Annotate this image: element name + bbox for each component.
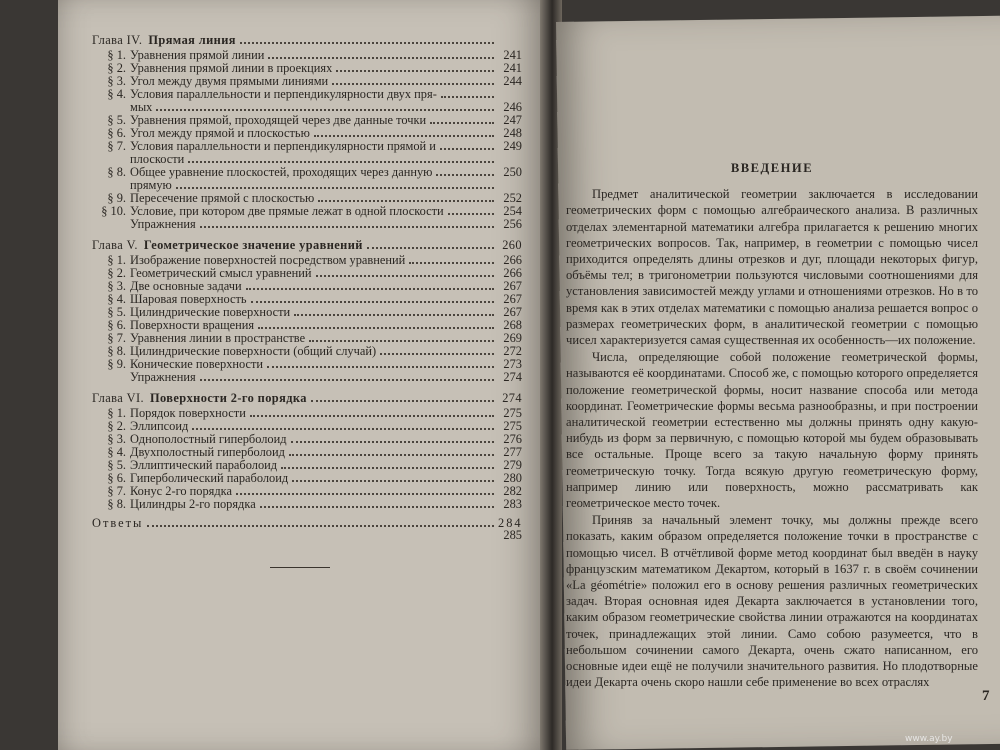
section-title: Уравнения прямой линии [130,48,265,62]
section-number: § 8. [107,344,126,358]
section-number: § 10. [101,204,126,218]
chapter-label: Глава V. [92,238,138,252]
answers-page: 284 [498,516,523,530]
leader-dots [236,493,494,495]
section-page: 277 [503,445,522,459]
section-page: 272 [503,344,522,358]
section-number: § 1. [107,253,126,267]
leader-dots [200,379,494,381]
section-number: § 2. [107,266,126,280]
leader-dots [267,366,494,368]
section-title: Упражнения [130,370,196,384]
section-title: мых [130,100,153,114]
toc-entry [92,371,522,384]
section-title: Конус 2-го порядка [130,484,233,498]
section-page: 274 [503,370,522,384]
section-page: 244 [503,74,522,88]
section-page: 275 [503,419,522,433]
leader-dots [440,148,494,150]
section-page: 275 [503,406,522,420]
section-title: Шаровая поверхность [130,292,247,306]
leader-dots [436,174,494,176]
table-of-contents [92,26,522,542]
section-page: 276 [503,432,522,446]
leader-dots [367,247,494,249]
section-page: 267 [503,292,522,306]
section-page: 249 [503,139,522,153]
chapter-label: Глава VI. [92,391,144,405]
section-title: Угол между прямой и плоскостью [130,126,310,140]
section-page: 241 [503,48,522,62]
leader-dots [448,213,494,215]
leader-dots [332,83,494,85]
chapter-page: 260 [502,238,522,252]
section-title: Уравнения прямой, проходящей через две данные точки [130,113,427,127]
section-number: § 1. [107,48,126,62]
chapter-title: Геометрическое значение уравнений [143,238,363,252]
answers-label: Ответы [92,516,144,530]
leader-dots [258,327,494,329]
section-title: Геометрический смысл уравнений [130,266,312,280]
page-number: 7 [982,688,990,704]
toc-entry [92,88,522,101]
section-title: Условия параллельности и перпендикулярности двух пря- [130,87,437,101]
end-rule [270,567,330,568]
toc-chapter-heading [92,392,522,405]
section-title: Цилиндрические поверхности (общий случай) [130,344,377,358]
chapter-title: Поверхности 2-го порядка [149,391,307,405]
section-number: § 3. [107,74,126,88]
section-title: Цилиндрические поверхности [130,305,291,319]
section-number: § 6. [107,471,126,485]
section-title: Две основные задачи [130,279,242,293]
section-number: § 2. [107,61,126,75]
section-number: § 7. [107,139,126,153]
section-page: 256 [503,217,522,231]
section-number: § 8. [107,497,126,511]
section-title: Изображение поверхностей посредством уравнений [130,253,406,267]
section-number: § 6. [107,126,126,140]
leader-dots [336,70,494,72]
section-page: 282 [503,484,522,498]
section-page: 273 [503,357,522,371]
section-number: § 4. [107,87,126,101]
leader-dots [441,96,494,98]
leader-dots [409,262,494,264]
section-title: Упражнения [130,217,196,231]
section-title: Эллипсоид [130,419,189,433]
leader-dots [380,353,494,355]
intro-paragraph: Числа, определяющие собой положение геометрической формы, называются её координатами. Способ же, с помощью которого определяется положение геометрической формы, носит название способа или метода координат. Геометрические формы весьма разнообразны, и при построении аналитической геометрии естественно мы должны принять одну какую-нибудь из форм за первичную, с помощью которой мы будем образовывать все остальные. Проще всего за такую начальную форму принять геометрическую точку. Тогда всякую другую геометрическую форму, например линию или поверхность, можно рассматривать как геометрическое место точек. [566,350,978,511]
section-page: 247 [503,113,522,127]
leader-dots [188,161,494,163]
section-title: Порядок поверхности [130,406,246,420]
leader-dots [200,226,494,228]
leader-dots [314,135,494,137]
section-title: Условие, при котором две прямые лежат в одной плоскости [130,204,444,218]
section-page: 279 [503,458,522,472]
leader-dots [289,454,494,456]
leader-dots [260,506,494,508]
section-page: 266 [503,266,522,280]
leader-dots [294,314,494,316]
toc-chapter-heading [92,34,522,47]
section-number: § 5. [107,305,126,319]
section-title: Конические поверхности [130,357,264,371]
leader-dots [268,57,494,59]
section-number: § 1. [107,406,126,420]
section-number: § 3. [107,279,126,293]
section-number: § 6. [107,318,126,332]
toc-entry [92,218,522,231]
section-title: Условия параллельности и перпендикулярности прямой и [130,139,436,153]
section-page: 267 [503,305,522,319]
intro-paragraph: Предмет аналитической геометрии заключается в исследовании геометрических форм с помощью алгебраического анализа. В различных отделах элементарной математики алгебра прилагается к решению многих геометрических вопросов. Так, например, в геометрии с помощью чисел приходится определять длины отрезков и дуг, площади некоторых фигур, объёмы тел; в тригонометрии пользуются числовыми соотношениями для установления зависимостей между углами и отношениями отрезков. Но в то время как в этих отделах математики с помощью анализа решается вопрос о размерах геометрических форм, в аналитической геометрии с помощью чисел характеризуется самая существенная их особенность—их положение. [566,187,978,348]
section-title: Цилиндры 2-го порядка [130,497,256,511]
section-title: Поверхности вращения [130,318,255,332]
section-number: § 2. [107,419,126,433]
section-number: § 7. [107,331,126,345]
section-page: 283 [503,497,522,511]
section-page: 252 [503,191,522,205]
section-number: § 5. [107,113,126,127]
section-title: Уравнения прямой линии в проекциях [130,61,333,75]
section-page: 267 [503,279,522,293]
leader-dots [251,301,494,303]
section-page: 246 [503,100,522,114]
leader-dots [176,187,494,189]
section-title: Угол между двумя прямыми линиями [130,74,329,88]
toc-entry [92,498,522,511]
leader-dots [192,428,494,430]
section-title: Однополостный гиперболоид [130,432,287,446]
leader-dots [156,109,494,111]
section-title: Двухполостный гиперболоид [130,445,285,459]
intro-paragraph: Приняв за начальный элемент точку, мы должны прежде всего показать, каким образом определяется положение точки в пространстве с помощью чисел. В отчётливой форме метод координат был введён в науку французским математиком Декартом, который в 1637 г. в своём сочинении «La géométrie» положил его в основу решения различных геометрических задач. Вторая основная идея Декарта заключается в установлении того, каким образом геометрические свойства линии отражаются на координатах точек, принадлежащих этой линии. Само собою разумеется, что в небольшом сочинении самого Декарта, очень сжато написанном, его основные идеи ещё не получили значительного развития. Но плодотворные идеи Декарта очень скоро нашли себе применение во всех отраслях [566,513,978,690]
section-page: 269 [503,331,522,345]
leader-dots [311,400,494,402]
leader-dots [316,275,494,277]
section-number: § 4. [107,292,126,306]
leader-dots [240,42,494,44]
section-page: 280 [503,471,522,485]
chapter-label: Глава IV. [92,33,143,47]
section-title: Гиперболический параболоид [130,471,289,485]
toc-final-page: 285 [503,528,522,542]
section-title: Общее уравнение плоскостей, проходящих через данную [130,165,433,179]
section-page: 248 [503,126,522,140]
toc-chapter-heading [92,239,522,252]
leader-dots [291,441,494,443]
introduction-text [566,160,978,691]
section-title: прямую [130,178,172,192]
section-number: § 4. [107,445,126,459]
watermark: www.ay.by [905,734,953,744]
section-page: 266 [503,253,522,267]
leader-dots [281,467,494,469]
section-title: Пересечение прямой с плоскостью [130,191,315,205]
section-title: плоскости [130,152,185,166]
intro-heading: ВВЕДЕНИЕ [730,161,814,175]
leader-dots [430,122,494,124]
section-number: § 9. [107,191,126,205]
section-title: Уравнения линии в пространстве [130,331,306,345]
chapter-title: Прямая линия [148,33,236,47]
section-number: § 7. [107,484,126,498]
section-page: 250 [503,165,522,179]
section-number: § 5. [107,458,126,472]
section-number: § 3. [107,432,126,446]
leader-dots [318,200,494,202]
leader-dots [250,415,494,417]
section-page: 268 [503,318,522,332]
leader-dots [147,525,494,527]
section-page: 241 [503,61,522,75]
leader-dots [292,480,494,482]
section-number: § 8. [107,165,126,179]
chapter-page: 274 [502,391,522,405]
section-page: 254 [503,204,522,218]
section-title: Эллиптический параболоид [130,458,278,472]
leader-dots [246,288,494,290]
leader-dots [309,340,494,342]
section-number: § 9. [107,357,126,371]
